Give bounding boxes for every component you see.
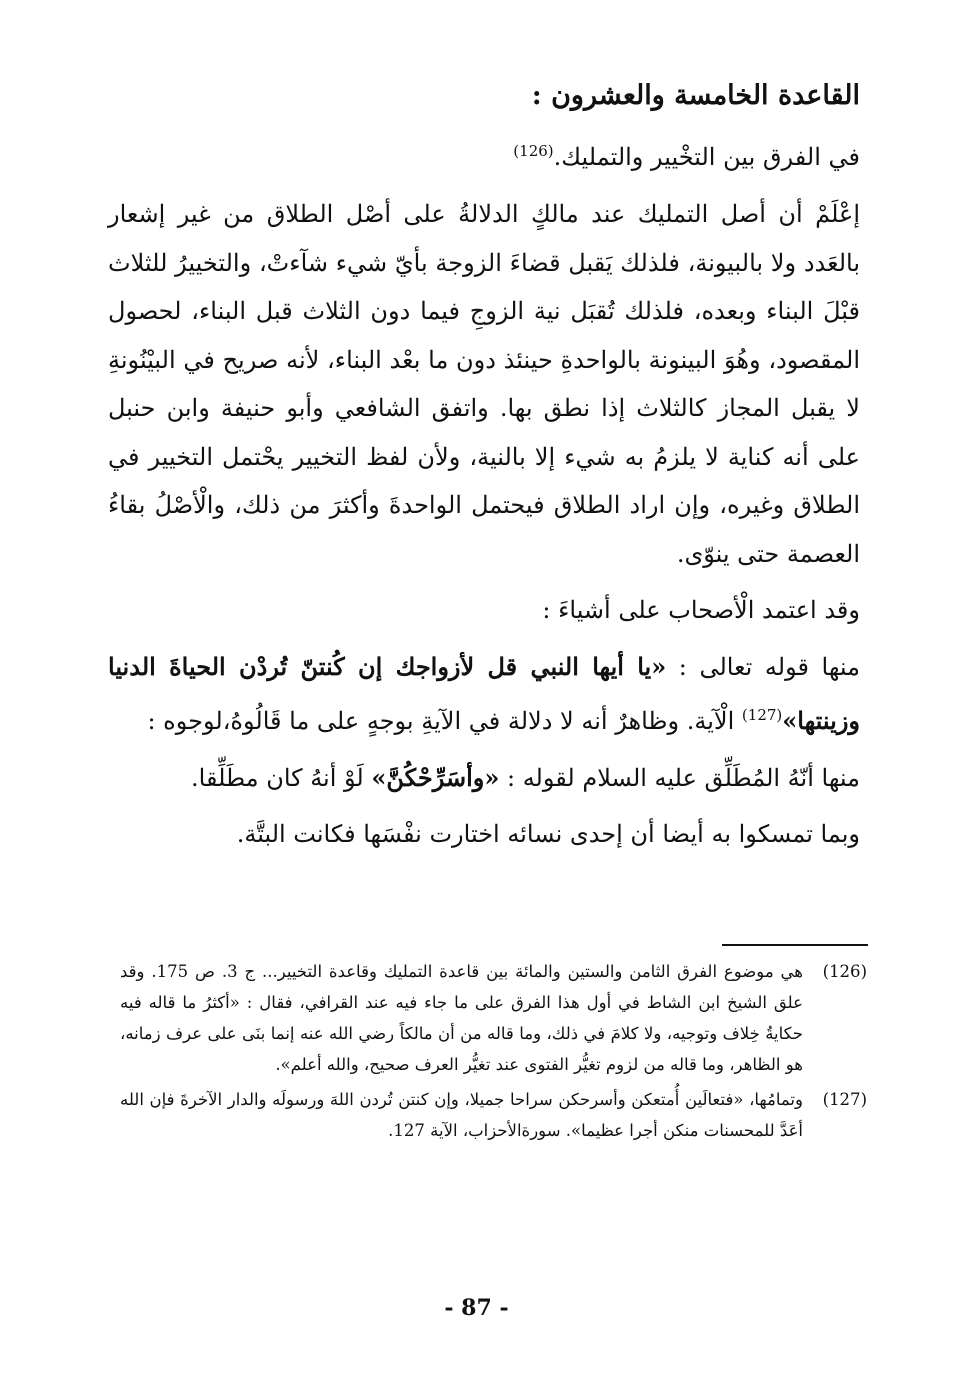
paragraph-4-rest: لَوْ أنهُ كان مطَلِّقا.	[191, 763, 372, 792]
footnote-number: (126)	[822, 962, 867, 981]
quran-quote-2: «وأسَرِّحْكُنَّ»	[371, 762, 500, 792]
footnote-number: (127)	[822, 1090, 867, 1109]
rule-heading: القاعدة الخامسة والعشرون :	[531, 80, 860, 111]
footnote-divider	[722, 944, 868, 946]
paragraph-4-intro: منها أنّهُ المُطَلِّق عليه السلام لقوله :	[499, 763, 860, 792]
rule-subheading	[513, 142, 860, 171]
paragraph-3-intro: منها قوله تعالى :	[666, 652, 861, 681]
page-number: - 87 -	[444, 1295, 509, 1321]
footnote	[120, 956, 867, 1080]
quran-quote-1: «يا أيها النبي قل لأزواجك إن كُنتنّ تُردْن الحياةَ الدنيا وزينتها»	[108, 651, 860, 735]
paragraph-2: وقد اعتمد الْأصحاب على أشياءَ :	[542, 596, 860, 624]
footnote-ref-127: (127)	[741, 706, 783, 724]
paragraph-3	[108, 643, 860, 746]
main-text	[108, 190, 860, 859]
subheading-text: في الفرق بين التخْيير والتمليك.	[553, 143, 860, 171]
paragraph-1: إعْلَمْ أن أصل التمليك عند مالكٍ الدلالةُ على أصْل الطلاق من غير إشعار بالعَدد ولا بالبيونة، فلذلك يَقبل قضاءَ الزوجة بأيّ شيء شآءتْ، والتخييرُ للثلاث قبْلَ البناء وبعده، فلذلك تُقبَل نية الزوجِ فيما دون الثلاث قبل البناء، لحصول المقصود، وهُوَ البينونة بالواحدةِ حينئذ دون ما بعْد البناء، لأنه صريح في البيْنُونةِ لا يقبل المجاز كالثلاث إذا نطق بها. واتفق الشافعي وأبو حنيفة وابن حنبل على أنه كناية لا يلزمُ به شيء إلا بالنية، ولأن لفظ التخيير يحْتمل التخيير في الطلاق وغيره، وإن اراد الطلاق فيحتمل الواحدةَ وأكثرَ من ذلك، والْأصْلُ بقاءُ العصمة حتى ينوّى.	[108, 200, 861, 568]
footnote-text: وتمامُها، «فتعالَين أُمتعكن وأسرحكن سراحا جميلا، وإن كنتن تُردن اللهَ ورسولَه والدار الآخرةَ فإن الله أعَدَّ للمحسنات منكن أجرا عظيما». سورةالأحزاب، الآية 127.	[120, 1090, 803, 1140]
paragraph-3-rest: الْآية. وظاهرٌ أنه لا دلالة في الآيةِ بوجهٍ على ما قَالُوهُ،لوجوه :	[147, 707, 742, 735]
footnote-ref-126: (126)	[513, 142, 554, 160]
footnotes	[120, 956, 867, 1150]
footnote	[120, 1084, 867, 1146]
paragraph-4	[108, 754, 860, 803]
footnote-text: هي موضوع الفرق الثامن والستين والمائة بين قاعدة التمليك وقاعدة التخيير... ج 3. ص 175. وقد علق الشيخ ابن الشاط في أول هذا الفرق على ما جاء فيه عند القرافي، فقال : «أكثرُ ما قاله فيه حكايةُ خِلاف وتوجيه، ولا كلامَ في ذلك، وما قاله من أن مالكاً رضي الله عنه إنما بنَى على عرف زمانه، هو الظاهر، وما قاله من لزوم تغيُّر الفتوى عند تغيُّر العرف صحيح، والله أعلم».	[120, 962, 803, 1074]
paragraph-5: وبما تمسكوا به أيضا أن إحدى نسائه اختارت نفْسَها فكانت البتَّة.	[236, 820, 860, 848]
